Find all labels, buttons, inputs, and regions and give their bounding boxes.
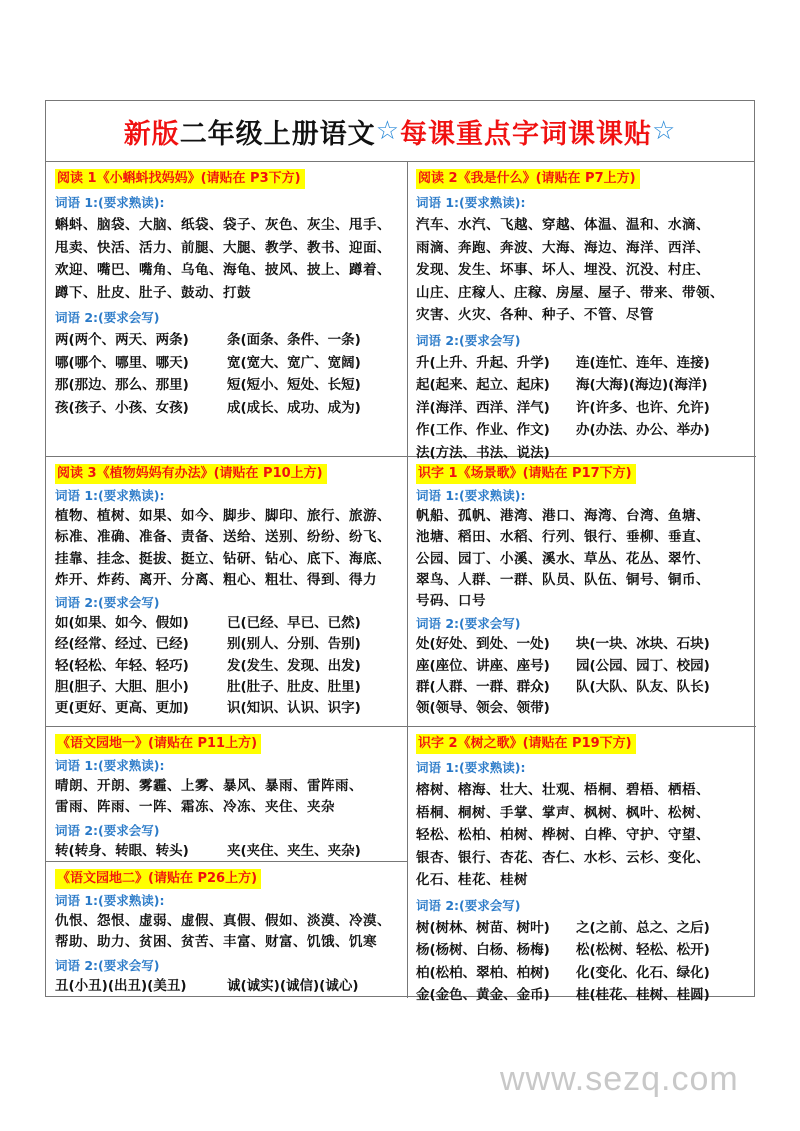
character-entry: 诚(诚实)(诚信)(诚心)	[227, 977, 359, 994]
word-line: 蝌蚪、脑袋、大脑、纸袋、袋子、灰色、灰尘、甩手、	[55, 217, 391, 233]
section-reading-1	[46, 161, 407, 419]
word-line: 公园、园丁、小溪、溪水、草丛、花丛、翠竹、	[416, 550, 710, 567]
section-reading-3	[46, 456, 407, 720]
character-entry: 夹(夹住、夹生、夹杂)	[227, 842, 361, 859]
word-line: 池塘、稻田、水稻、行列、银行、垂柳、垂直、	[416, 529, 710, 546]
write-row	[416, 698, 756, 719]
character-entry: 轻(轻松、年轻、轻巧)	[55, 657, 189, 674]
word-line: 雷雨、阵雨、一阵、霜冻、冷冻、夹住、夹杂	[55, 799, 335, 816]
word-line: 轻松、松柏、柏树、桦树、白桦、守护、守望、	[416, 827, 710, 843]
word-line: 梧桐、桐树、手掌、掌声、枫树、枫叶、松树、	[416, 804, 710, 821]
title-part-grade: 二年级上册语文	[179, 118, 376, 150]
section-header: 阅读 1《小蝌蚪找妈妈》(请贴在 P3下方)	[55, 169, 305, 189]
word-line: 炸开、炸药、离开、分离、粗心、粗壮、得到、得力	[55, 571, 377, 588]
section-header: 《语文园地二》(请贴在 P26上方)	[55, 869, 261, 889]
words-read-label: 词语 1:(要求熟读):	[55, 488, 165, 503]
word-line: 汽车、水汽、飞越、穿越、体温、温和、水滴、	[416, 217, 710, 233]
character-entry: 哪(哪个、哪里、哪天)	[55, 354, 189, 371]
character-entry: 杨(杨树、白杨、杨梅)	[416, 942, 550, 958]
character-entry: 处(好处、到处、一处)	[416, 636, 550, 653]
character-entry: 海(大海)(海边)(海洋)	[576, 377, 708, 393]
character-entry: 队(大队、队友、队长)	[576, 679, 710, 696]
character-entry: 座(座位、讲座、座号)	[416, 657, 550, 674]
word-line: 帮助、助力、贫困、贫苦、丰富、财富、饥饿、饥寒	[55, 934, 377, 951]
words-write-label: 词语 2:(要求会写)	[416, 332, 521, 348]
character-entry: 别(别人、分别、告别)	[227, 636, 361, 653]
character-entry: 丑(小丑)(出丑)(美丑)	[55, 977, 187, 994]
character-entry: 许(许多、也许、允许)	[576, 399, 710, 416]
word-line: 标准、准确、准备、责备、送给、送别、纷纷、纷飞、	[55, 529, 391, 546]
word-line: 山庄、庄稼人、庄稼、房屋、屋子、带来、带领、	[416, 284, 724, 301]
section-header: 识字 2《树之歌》(请贴在 P19下方)	[416, 734, 636, 754]
character-entry: 识(知识、认识、识字)	[227, 700, 361, 717]
character-entry: 化(变化、化石、绿化)	[576, 964, 710, 981]
write-row	[55, 976, 407, 997]
words-write-label: 词语 2:(要求会写)	[55, 595, 160, 611]
character-entry: 松(松树、轻松、松开)	[576, 942, 710, 958]
character-entry: 发(发生、发现、出发)	[227, 657, 361, 674]
words-write-label: 词语 2:(要求会写)	[55, 957, 160, 973]
section-header-wrap	[55, 867, 407, 889]
word-line: 发现、发生、坏事、坏人、埋没、沉没、村庄、	[416, 262, 710, 278]
word-line: 仇恨、怨恨、虚弱、虚假、真假、假如、淡漠、冷漠、	[55, 913, 391, 929]
words-read-label: 词语 1:(要求熟读):	[416, 760, 526, 775]
write-row	[416, 917, 756, 940]
word-line: 银杏、银行、杏花、杏仁、水杉、云杉、变化、	[416, 849, 710, 866]
sticker-sheet	[45, 100, 755, 1003]
words-write-label: 词语 2:(要求会写)	[416, 616, 521, 632]
words-read-label: 词语 1:(要求熟读):	[416, 195, 526, 210]
section-header-wrap	[416, 167, 756, 189]
section-literacy-1	[407, 456, 756, 720]
character-entry: 两(两个、两天、两条)	[55, 332, 189, 348]
word-line: 欢迎、嘴巴、嘴角、乌龟、海龟、披风、披上、蹲着、	[55, 262, 391, 278]
write-row	[55, 698, 407, 719]
character-entry: 更(更好、更高、更加)	[55, 700, 189, 717]
write-row	[55, 677, 407, 698]
write-row	[416, 962, 756, 985]
character-entry: 法(方法、书法、说法)	[416, 444, 550, 461]
words-read-label: 词语 1:(要求熟读):	[55, 195, 165, 210]
watermark: www.sezq.com	[500, 1060, 739, 1098]
section-header-wrap	[416, 462, 756, 484]
words-write-label: 词语 2:(要求会写)	[55, 310, 160, 325]
section-header: 《语文园地一》(请贴在 P11上方)	[55, 734, 261, 754]
words-read-label: 词语 1:(要求熟读):	[416, 488, 526, 503]
write-row	[416, 939, 756, 962]
character-entry: 树(树林、树苗、树叶)	[416, 919, 550, 936]
character-entry: 作(工作、作业、作文)	[416, 422, 550, 438]
character-entry: 金(金色、黄金、金币)	[416, 987, 550, 1003]
character-entry: 起(起来、起立、起床)	[416, 377, 550, 393]
write-row	[416, 656, 756, 677]
write-row	[55, 352, 407, 375]
character-entry: 经(经常、经过、已经)	[55, 636, 189, 653]
write-row	[416, 984, 756, 1007]
title-part-new-edition: 新版	[123, 118, 180, 150]
character-entry: 孩(孩子、小孩、女孩)	[55, 399, 189, 416]
write-row	[416, 419, 756, 442]
word-line: 化石、桂花、桂树	[416, 872, 528, 888]
word-line: 植物、植树、如果、如今、脚步、脚印、旅行、旅游、	[55, 508, 391, 524]
character-entry: 成(成长、成功、成为)	[227, 399, 361, 416]
character-entry: 那(那边、那么、那里)	[55, 377, 189, 393]
word-line: 翠鸟、人群、一群、队员、队伍、铜号、铜币、	[416, 571, 710, 588]
character-entry: 洋(海洋、西洋、洋气)	[416, 399, 550, 416]
word-line: 灾害、火灾、各种、种子、不管、尽管	[416, 307, 654, 323]
write-row	[55, 613, 407, 634]
character-entry: 胆(胆子、大胆、胆小)	[55, 679, 189, 696]
character-entry: 办(办法、办公、举办)	[576, 422, 710, 438]
words-write-label: 词语 2:(要求会写)	[416, 897, 521, 913]
character-entry: 如(如果、如今、假如)	[55, 615, 189, 632]
word-line: 号码、口号	[416, 593, 486, 610]
section-header-wrap	[55, 462, 407, 484]
character-entry: 肚(肚子、肚皮、肚里)	[227, 679, 361, 696]
section-header-wrap	[55, 732, 407, 754]
section-reading-2	[407, 161, 756, 464]
character-entry: 块(一块、冰块、石块)	[576, 636, 710, 653]
star-icon: ☆	[375, 116, 400, 146]
character-entry: 条(面条、条件、一条)	[227, 332, 361, 348]
character-entry: 升(上升、升起、升学)	[416, 354, 550, 371]
section-header-wrap	[55, 167, 407, 189]
character-entry: 之(之前、总之、之后)	[576, 919, 710, 936]
write-row	[416, 634, 756, 655]
section-header: 阅读 2《我是什么》(请贴在 P7上方)	[416, 169, 640, 189]
section-header: 阅读 3《植物妈妈有办法》(请贴在 P10上方)	[55, 464, 327, 484]
words-read-label: 词语 1:(要求熟读):	[55, 893, 165, 908]
star-icon: ☆	[652, 116, 677, 146]
section-garden-1	[46, 726, 407, 862]
title-part-subtitle: 每课重点字词课课贴	[400, 118, 652, 150]
write-row	[416, 397, 756, 420]
word-line: 挂靠、挂念、挺拔、挺立、钻研、钻心、底下、海底、	[55, 550, 391, 567]
word-line: 蹲下、肚皮、肚子、鼓动、打鼓	[55, 284, 251, 301]
character-entry: 已(已经、早已、已然)	[227, 615, 361, 632]
words-write-label: 词语 2:(要求会写)	[55, 822, 160, 838]
word-line: 雨滴、奔跑、奔波、大海、海边、海洋、西洋、	[416, 239, 710, 256]
write-row	[416, 352, 756, 375]
write-row	[55, 397, 407, 420]
write-row	[55, 329, 407, 352]
character-entry: 转(转身、转眼、转头)	[55, 842, 189, 859]
character-entry: 桂(桂花、桂树、桂圆)	[576, 987, 710, 1003]
write-row	[55, 841, 407, 862]
write-row	[55, 656, 407, 677]
character-entry: 领(领导、领会、领带)	[416, 700, 550, 717]
write-row	[416, 374, 756, 397]
section-garden-2	[46, 861, 407, 997]
character-entry: 连(连忙、连年、连接)	[576, 354, 710, 371]
word-line: 甩卖、快活、活力、前腿、大腿、教学、教书、迎面、	[55, 239, 391, 256]
character-entry: 园(公园、园丁、校园)	[576, 657, 710, 674]
character-entry: 柏(松柏、翠柏、柏树)	[416, 964, 550, 981]
section-header: 识字 1《场景歌》(请贴在 P17下方)	[416, 464, 636, 484]
words-read-label: 词语 1:(要求熟读):	[55, 758, 165, 773]
write-row	[55, 374, 407, 397]
word-line: 晴朗、开朗、雾霾、上雾、暴风、暴雨、雷阵雨、	[55, 778, 363, 794]
word-line: 帆船、孤帆、港湾、港口、海湾、台湾、鱼塘、	[416, 508, 710, 524]
word-line: 榕树、榕海、壮大、壮观、梧桐、碧梧、栖梧、	[416, 782, 710, 798]
section-literacy-2	[407, 726, 756, 1007]
character-entry: 短(短小、短处、长短)	[227, 377, 361, 393]
page-title	[46, 101, 754, 162]
write-row	[416, 677, 756, 698]
section-header-wrap	[416, 732, 756, 754]
write-row	[55, 634, 407, 655]
character-entry: 宽(宽大、宽广、宽阔)	[227, 354, 361, 371]
character-entry: 群(人群、一群、群众)	[416, 679, 550, 696]
